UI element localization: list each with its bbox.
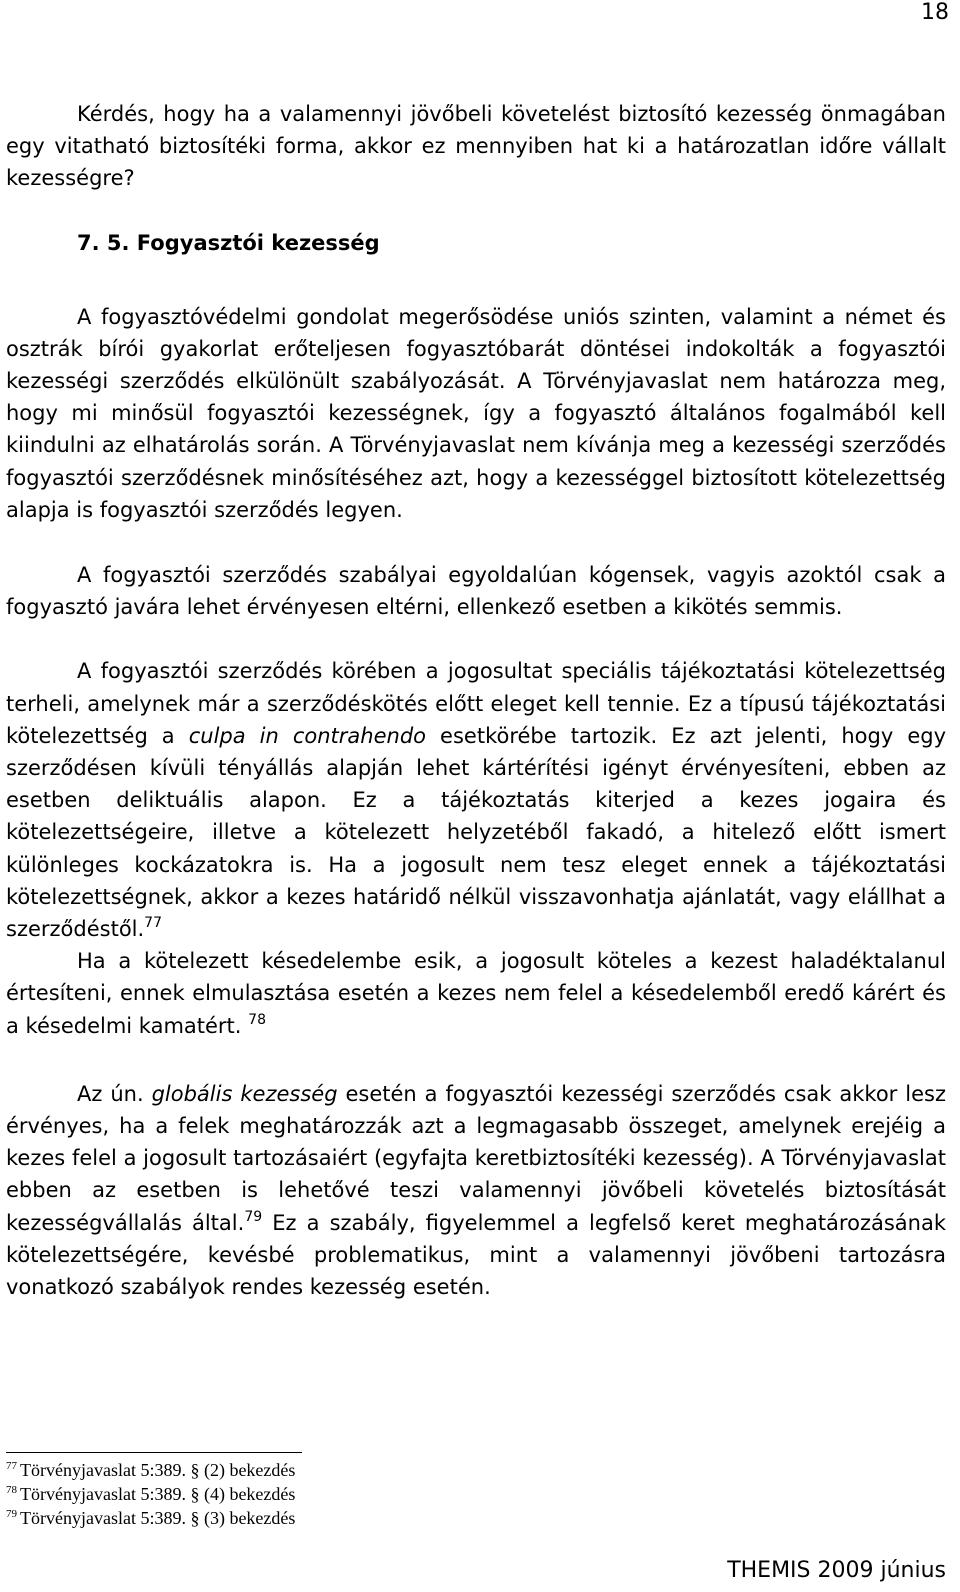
footnote-item <box>6 1482 295 1506</box>
page-footer: THEMIS 2009 június <box>727 1558 946 1583</box>
text-span: esetén a fogyasztói kezességi szerződés csak akkor lesz érvényes, ha a felek meghatározzák azt a legmagasabb összeget, amelynek erejéig a kezes felel a jogosult tartozásaiért (egyfajta keretbiztosítéki kezesség). A Törvényjavaslat ebben az esetben is lehetővé teszi valamennyi jövőbeli követelés biztosítását kezességvállalás által. <box>6 1081 946 1235</box>
footnotes <box>6 1458 295 1530</box>
footnote-divider <box>6 1452 302 1453</box>
footnote-number: 79 <box>6 1508 17 1520</box>
footnote-item <box>6 1458 295 1482</box>
text-span: Ez a szabály, figyelemmel a legfelső keret meghatározásának kötelezettségére, kevésbé problematikus, mint a valamennyi jövőbeni tartozásra vonatkozó szabályok rendes kezesség esetén. <box>6 1210 946 1300</box>
paragraph-cogent-rules: A fogyasztói szerződés szabályai egyoldalúan kógensek, vagyis azoktól csak a fogyasztó javára lehet érvényesen eltérni, ellenkező esetben a kikötés semmis. <box>6 563 946 620</box>
paragraph-global-guarantee <box>6 1078 946 1303</box>
section-heading: 7. 5. Fogyasztói kezesség <box>77 230 380 255</box>
footnote-ref-79[interactable]: 79 <box>244 1208 263 1225</box>
footnote-number: 77 <box>6 1460 17 1472</box>
italic-term: globális kezesség <box>151 1081 338 1106</box>
footnote-number: 78 <box>6 1484 17 1496</box>
footnote-ref-77[interactable]: 77 <box>144 915 162 932</box>
footnote-text: Törvényjavaslat 5:389. § (2) bekezdés <box>20 1460 296 1480</box>
footnote-text: Törvényjavaslat 5:389. § (4) bekezdés <box>20 1484 296 1504</box>
page-body <box>6 98 946 1303</box>
footnote-item <box>6 1506 295 1530</box>
footnote-text: Törvényjavaslat 5:389. § (3) bekezdés <box>20 1508 296 1528</box>
footnote-ref-78[interactable]: 78 <box>248 1011 266 1028</box>
page-number: 18 <box>921 0 949 25</box>
italic-term: culpa in contrahendo <box>188 723 427 748</box>
paragraph-consumer-protection: A fogyasztóvédelmi gondolat megerősödése uniós szinten, valamint a német és osztrák bírói gyakorlat erőteljesen fogyasztóbarát döntései indokolták a fogyasztói kezességi szerződés elkülönült szabályozását. A Törvényjavaslat nem határozza meg, hogy mi minősül fogyasztói kezességnek, így a fogyasztó általános fogalmából kell kiindulni az elhatárolás során. A Törvényjavaslat nem kívánja meg a kezességi szerződés fogyasztói szerződésnek minősítéséhez azt, hogy a kezességgel biztosított kötelezettség alapja is fogyasztói szerződés legyen. <box>6 304 946 522</box>
intro-paragraph: Kérdés, hogy ha a valamennyi jövőbeli követelést biztosító kezesség önmagában egy vitatható biztosítéki forma, akkor ez mennyiben hat ki a határozatlan időre vállalt kezességre? <box>6 102 946 191</box>
paragraph-information-duty <box>6 655 946 945</box>
text-span: A fogyasztói szerződés körében a jogosultat speciális tájékoztatási kötelezettség terheli, amelynek már a szerződéskötés előtt eleget kell tennie. Ez a típusú tájékoztatási kötelezettség a <box>6 659 946 748</box>
text-span: Ha a kötelezett késedelembe esik, a jogosult köteles a kezest haladéktalanul értesíteni, ennek elmulasztása esetén a kezes nem felel a késedelemből eredő kárért és a késedelmi kamatért. <box>6 949 946 1038</box>
text-span: Az ún. <box>77 1081 152 1106</box>
text-span: esetkörébe tartozik. Ez azt jelenti, hogy egy szerződésen kívüli tényállás alapján lehet kártérítési igényt érvényesíteni, ebben az esetben deliktuális alapon. Ez a tájékoztatás kiterjed a kezes jogaira és kötelezettségeire, illetve a kötelezett helyzetéből fakadó, a hitelező előtt ismert különleges kockázatokra is. Ha a jogosult nem tesz eleget ennek a tájékoztatási kötelezettségnek, akkor a kezes határidő nélkül visszavonhatja ajánlatát, vagy elállhat a szerződéstől. <box>6 723 947 942</box>
paragraph-delay <box>6 945 946 1042</box>
